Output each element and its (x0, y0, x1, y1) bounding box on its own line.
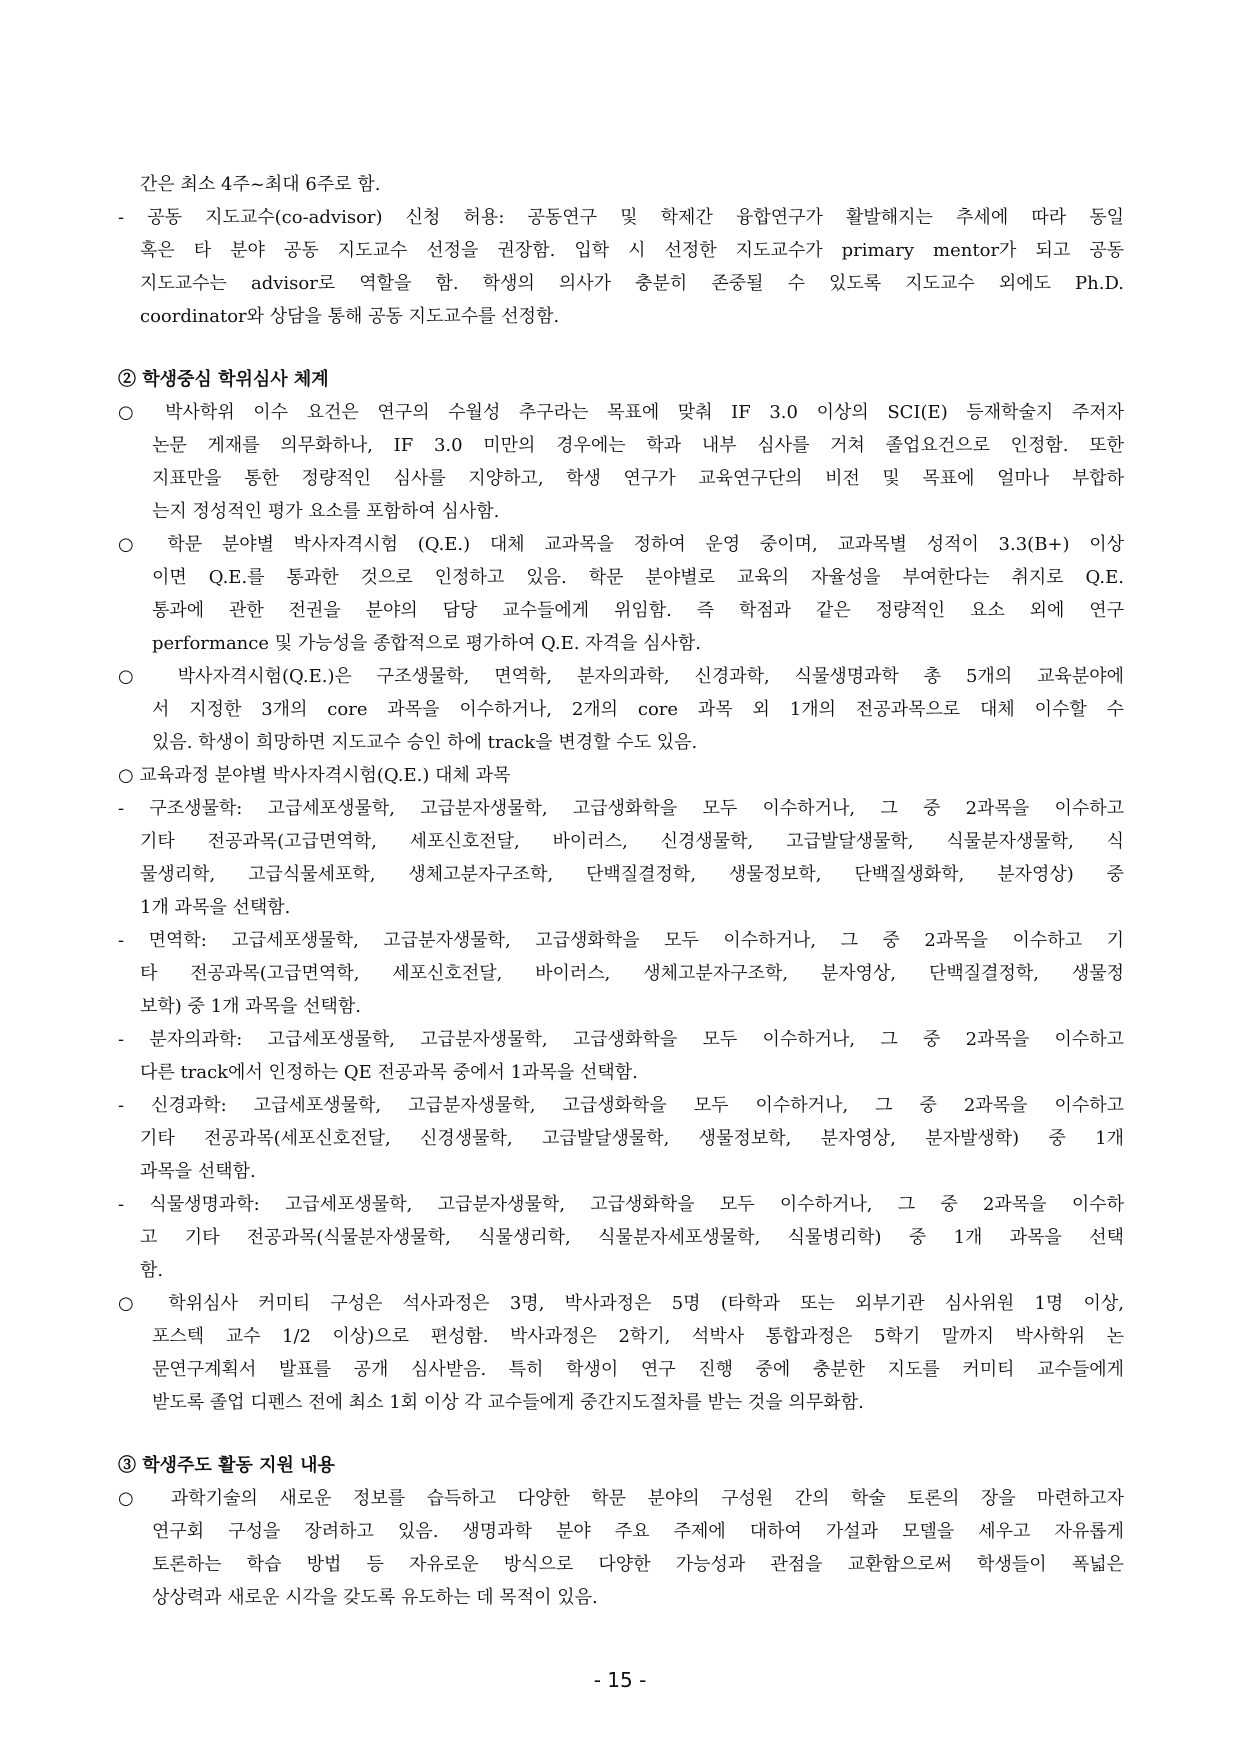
text-line: 혹은 타 분야 공동 지도교수 선정을 권장함. 입학 시 선정한 지도교수가 primary mentor가 되고 공동 (140, 240, 1124, 261)
text-line: coordinator와 상담을 통해 공동 지도교수를 선정함. (140, 306, 560, 327)
text-line: - 공동 지도교수(co-advisor) 신청 허용: 공동연구 및 학제간 융합연구가 활발해지는 추세에 따라 동일 (118, 207, 1124, 228)
text-line: - 면역학: 고급세포생물학, 고급분자생물학, 고급생화학을 모두 이수하거나, 그 중 2과목을 이수하고 기 (118, 930, 1124, 951)
text-line: 기타 전공과목(세포신호전달, 신경생물학, 고급발달생물학, 생물정보학, 분자영상, 분자발생학) 중 1개 (140, 1128, 1124, 1149)
section-heading: ② 학생중심 학위심사 체계 (118, 369, 329, 390)
text-line: 간은 최소 4주~최대 6주로 함. (140, 174, 381, 195)
text-line: 보학) 중 1개 과목을 선택함. (140, 996, 361, 1017)
text-line: ○ 학위심사 커미티 구성은 석사과정은 3명, 박사과정은 5명 (타학과 또는 외부기관 심사위원 1명 이상, (118, 1293, 1124, 1314)
spacer (118, 333, 1124, 363)
text-line: 논문 게재를 의무화하나, IF 3.0 미만의 경우에는 학과 내부 심사를 거쳐 졸업요건으로 인정함. 또한 (152, 435, 1124, 456)
text-line: 있음. 학생이 희망하면 지도교수 승인 하에 track을 변경할 수도 있음. (152, 732, 698, 753)
text-line: 서 지정한 3개의 core 과목을 이수하거나, 2개의 core 과목 외 1개의 전공과목으로 대체 이수할 수 (152, 699, 1124, 720)
text-line: ○ 박사학위 이수 요건은 연구의 수월성 추구라는 목표에 맞춰 IF 3.0 이상의 SCI(E) 등재학술지 주저자 (118, 402, 1124, 423)
text-line: ○ 과학기술의 새로운 정보를 습득하고 다양한 학문 분야의 구성원 간의 학술 토론의 장을 마련하고자 (118, 1488, 1124, 1509)
text-line: ○ 학문 분야별 박사자격시험 (Q.E.) 대체 교과목을 정하여 운영 중이며, 교과목별 성적이 3.3(B+) 이상 (118, 534, 1124, 555)
text-line: 연구회 구성을 장려하고 있음. 생명과학 분야 주요 주제에 대하여 가설과 모델을 세우고 자유롭게 (152, 1521, 1124, 1542)
text-line: 는지 정성적인 평가 요소를 포함하여 심사함. (152, 501, 500, 522)
text-line: 기타 전공과목(고급면역학, 세포신호전달, 바이러스, 신경생물학, 고급발달생물학, 식물분자생물학, 식 (140, 831, 1124, 852)
text-line: 받도록 졸업 디펜스 전에 최소 1회 이상 각 교수들에게 중간지도절차를 받는 것을 의무화함. (152, 1392, 864, 1413)
text-line: 함. (140, 1260, 164, 1281)
text-line: 문연구계획서 발표를 공개 심사받음. 특히 학생이 연구 진행 중에 충분한 지도를 커미티 교수들에게 (152, 1359, 1124, 1380)
text-line: 다른 track에서 인정하는 QE 전공과목 중에서 1과목을 선택함. (140, 1062, 638, 1083)
section-heading: ③ 학생주도 활동 지원 내용 (118, 1455, 335, 1476)
text-line: 고 기타 전공과목(식물분자생물학, 식물생리학, 식물분자세포생물학, 식물병리학) 중 1개 과목을 선택 (140, 1227, 1124, 1248)
text-line: 지표만을 통한 정량적인 심사를 지양하고, 학생 연구가 교육연구단의 비전 및 목표에 얼마나 부합하 (152, 468, 1124, 489)
text-line: ○ 교육과정 분야별 박사자격시험(Q.E.) 대체 과목 (118, 765, 511, 786)
text-line: 토론하는 학습 방법 등 자유로운 방식으로 다양한 가능성과 관점을 교환함으로써 학생들이 폭넓은 (152, 1554, 1124, 1575)
text-line: 상상력과 새로운 시각을 갖도록 유도하는 데 목적이 있음. (152, 1587, 598, 1608)
page-number: - 15 - (593, 1668, 647, 1692)
text-line: - 분자의과학: 고급세포생물학, 고급분자생물학, 고급생화학을 모두 이수하거나, 그 중 2과목을 이수하고 (118, 1029, 1124, 1050)
text-line: ○ 박사자격시험(Q.E.)은 구조생물학, 면역학, 분자의과학, 신경과학, 식물생명과학 총 5개의 교육분야에 (118, 666, 1124, 687)
text-line: performance 및 가능성을 종합적으로 평가하여 Q.E. 자격을 심사함. (152, 633, 701, 654)
text-line: 타 전공과목(고급면역학, 세포신호전달, 바이러스, 생체고분자구조학, 분자영상, 단백질결정학, 생물정 (140, 963, 1124, 984)
text-line: 물생리학, 고급식물세포학, 생체고분자구조학, 단백질결정학, 생물정보학, 단백질생화학, 분자영상) 중 (140, 864, 1124, 885)
text-line: 과목을 선택함. (140, 1161, 256, 1182)
text-line: 이면 Q.E.를 통과한 것으로 인정하고 있음. 학문 분야별로 교육의 자율성을 부여한다는 취지로 Q.E. (152, 567, 1124, 588)
text-line: 통과에 관한 전권을 분야의 담당 교수들에게 위임함. 즉 학점과 같은 정량적인 요소 외에 연구 (152, 600, 1124, 621)
document-body (118, 168, 1124, 1614)
text-line: - 구조생물학: 고급세포생물학, 고급분자생물학, 고급생화학을 모두 이수하거나, 그 중 2과목을 이수하고 (118, 798, 1124, 819)
text-line: - 식물생명과학: 고급세포생물학, 고급분자생물학, 고급생화학을 모두 이수하거나, 그 중 2과목을 이수하 (118, 1194, 1124, 1215)
text-line: 지도교수는 advisor로 역할을 함. 학생의 의사가 충분히 존중될 수 있도록 지도교수 외에도 Ph.D. (140, 273, 1124, 294)
spacer (118, 1419, 1124, 1449)
text-line: 1개 과목을 선택함. (140, 897, 291, 918)
text-line: - 신경과학: 고급세포생물학, 고급분자생물학, 고급생화학을 모두 이수하거나, 그 중 2과목을 이수하고 (118, 1095, 1124, 1116)
text-line: 포스텍 교수 1/2 이상)으로 편성함. 박사과정은 2학기, 석박사 통합과정은 5학기 말까지 박사학위 논 (152, 1326, 1124, 1347)
